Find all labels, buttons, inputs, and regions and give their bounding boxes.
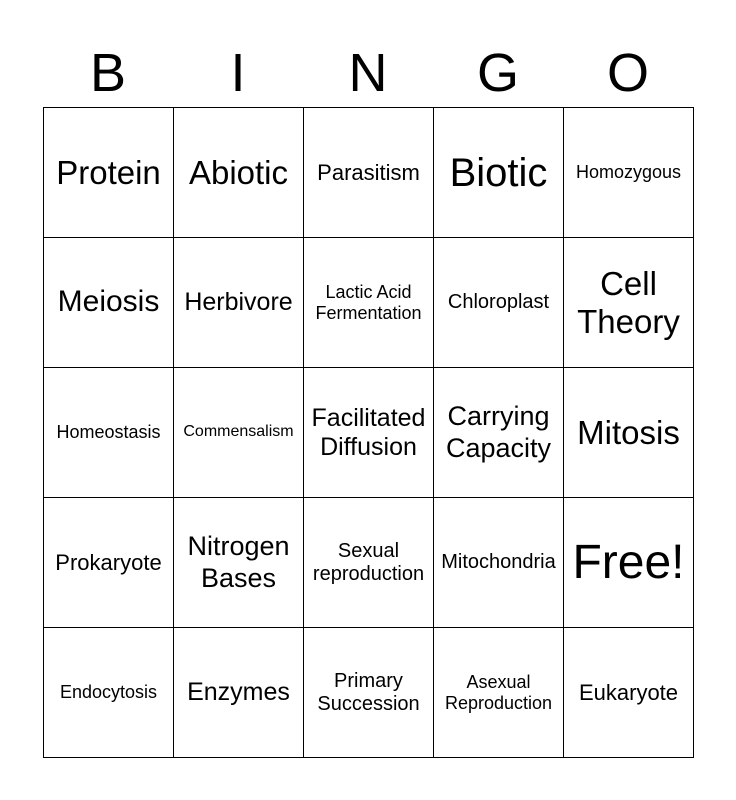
bingo-cell[interactable]: Commensalism <box>174 368 304 498</box>
bingo-board <box>43 107 694 758</box>
bingo-cell[interactable]: Meiosis <box>44 238 174 368</box>
bingo-cell[interactable]: Eukaryote <box>564 628 694 758</box>
board-row <box>44 238 694 368</box>
bingo-cell[interactable]: Primary Succession <box>304 628 434 758</box>
bingo-header <box>43 38 693 108</box>
board-row <box>44 108 694 238</box>
bingo-cell[interactable]: Carrying Capacity <box>434 368 564 498</box>
board-row <box>44 498 694 628</box>
bingo-cell[interactable]: Endocytosis <box>44 628 174 758</box>
header-letter-b: B <box>89 43 127 103</box>
bingo-cell[interactable]: Nitrogen Bases <box>174 498 304 628</box>
bingo-cell[interactable]: Asexual Reproduction <box>434 628 564 758</box>
header-letter-o: O <box>606 43 649 103</box>
bingo-cell[interactable]: Cell Theory <box>564 238 694 368</box>
bingo-cell[interactable]: Biotic <box>434 108 564 238</box>
bingo-cell[interactable]: Herbivore <box>174 238 304 368</box>
bingo-cell[interactable]: Mitochondria <box>434 498 564 628</box>
header-letter-n: N <box>348 43 388 103</box>
header-letter-g: G <box>476 43 519 103</box>
bingo-cell[interactable]: Protein <box>44 108 174 238</box>
free-space-cell[interactable]: Free! <box>564 498 694 628</box>
bingo-cell[interactable]: Sexual reproduction <box>304 498 434 628</box>
board-row <box>44 368 694 498</box>
header-letter-i: I <box>230 43 246 103</box>
bingo-cell[interactable]: Homeostasis <box>44 368 174 498</box>
bingo-cell[interactable]: Abiotic <box>174 108 304 238</box>
bingo-cell[interactable]: Facilitated Diffusion <box>304 368 434 498</box>
bingo-cell[interactable]: Mitosis <box>564 368 694 498</box>
bingo-cell[interactable]: Homozygous <box>564 108 694 238</box>
bingo-cell[interactable]: Lactic Acid Fermentation <box>304 238 434 368</box>
bingo-cell[interactable]: Enzymes <box>174 628 304 758</box>
bingo-cell[interactable]: Parasitism <box>304 108 434 238</box>
bingo-cell[interactable]: Chloroplast <box>434 238 564 368</box>
board-row <box>44 628 694 758</box>
bingo-cell[interactable]: Prokaryote <box>44 498 174 628</box>
